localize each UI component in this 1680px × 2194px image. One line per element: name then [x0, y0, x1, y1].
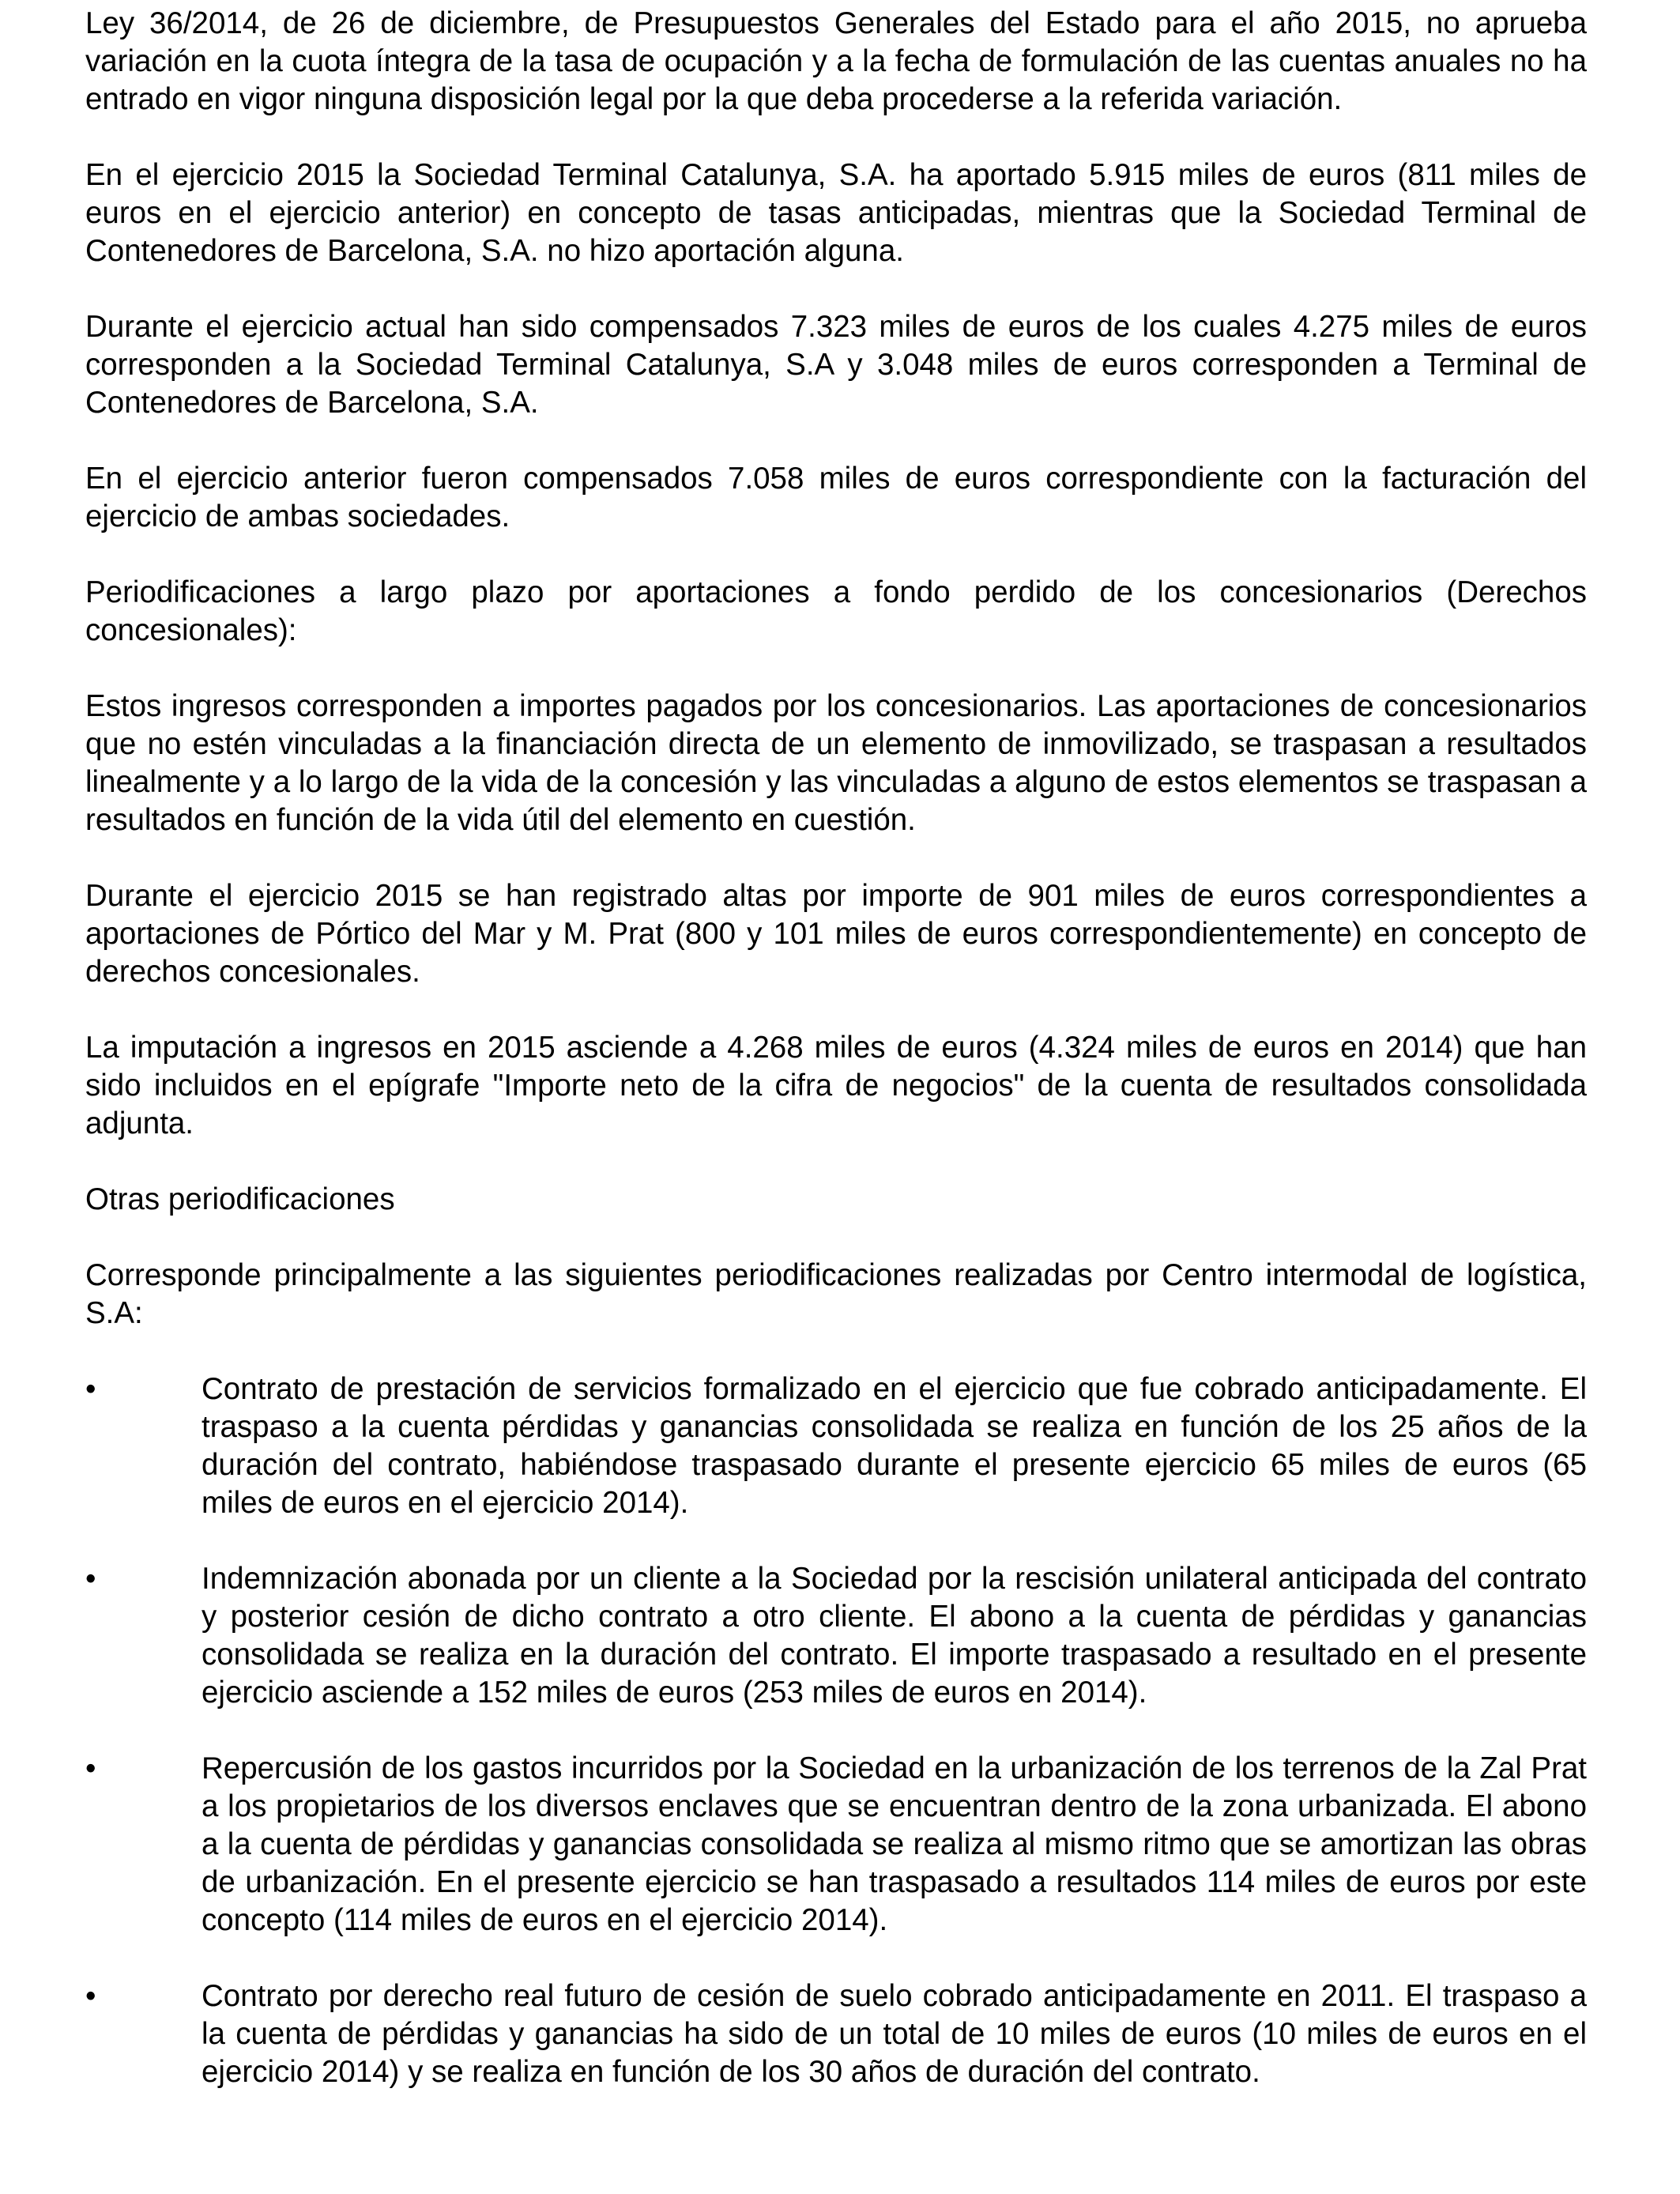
- list-item: [85, 1977, 1587, 2091]
- paragraph-ingresos-concesionarios: Estos ingresos corresponden a importes pagados por los concesionarios. Las aportaciones de concesionarios que no estén vinculadas a la financiación directa de un elemento de inmovilizado, se traspasan a resultados linealmente y a lo largo de la vida de la concesión y las vinculadas a alguno de estos elementos se traspasan a resultados en función de la vida útil del elemento en cuestión.: [85, 689, 1587, 837]
- paragraph-aportacion-tasas: En el ejercicio 2015 la Sociedad Terminal Catalunya, S.A. ha aportado 5.915 miles de euros (811 miles de euros en el ejercicio anterior) en concepto de tasas anticipadas, mientras que la Sociedad Terminal de Contenedores de Barcelona, S.A. no hizo aportación alguna.: [85, 158, 1587, 268]
- list-item-text: Contrato por derecho real futuro de cesión de suelo cobrado anticipadamente en 2011. El traspaso a la cuenta de pérdidas y ganancias ha sido de un total de 10 miles de euros (10 miles de euros en el ejercicio 2014) y se realiza en función de los 30 años de duración del contrato.: [202, 1979, 1587, 2089]
- bullet-marker: •: [85, 1751, 96, 1785]
- section-heading-derechos-concesionales: Periodificaciones a largo plazo por aportaciones a fondo perdido de los concesionarios (Derechos concesionales):: [85, 575, 1587, 647]
- paragraph-centro-intermodal: Corresponde principalmente a las siguientes periodificaciones realizadas por Centro intermodal de logística, S.A:: [85, 1258, 1587, 1330]
- section-heading-otras-periodificaciones: Otras periodificaciones: [85, 1182, 395, 1216]
- list-item: [85, 1370, 1587, 1522]
- list-item-text: Contrato de prestación de servicios formalizado en el ejercicio que fue cobrado anticipadamente. El traspaso a la cuenta pérdidas y ganancias consolidada se realiza en función de los 25 años de la duración del contrato, habiéndose traspasado durante el presente ejercicio 65 miles de euros (65 miles de euros en el ejercicio 2014).: [202, 1372, 1587, 1520]
- document-page: [85, 5, 1587, 2091]
- list-item: [85, 1560, 1587, 1712]
- paragraph-compensados-anterior: En el ejercicio anterior fueron compensados 7.058 miles de euros correspondiente con la facturación del ejercicio de ambas sociedades.: [85, 462, 1587, 533]
- list-item-text: Repercusión de los gastos incurridos por la Sociedad en la urbanización de los terrenos de la Zal Prat a los propietarios de los diversos enclaves que se encuentran dentro de la zona urbanizada. El abono a la cuenta de pérdidas y ganancias consolidada se realiza al mismo ritmo que se amortizan las obras de urbanización. En el presente ejercicio se han traspasado a resultados 114 miles de euros por este concepto (114 miles de euros en el ejercicio 2014).: [202, 1751, 1587, 1937]
- paragraph-compensados-actual: Durante el ejercicio actual han sido compensados 7.323 miles de euros de los cuales 4.275 miles de euros corresponden a la Sociedad Terminal Catalunya, S.A y 3.048 miles de euros corresponden a Terminal de Contenedores de Barcelona, S.A.: [85, 310, 1587, 420]
- list-item-text: Indemnización abonada por un cliente a la Sociedad por la rescisión unilateral anticipada del contrato y posterior cesión de dicho contrato a otro cliente. El abono a la cuenta de pérdidas y ganancias consolidada se realiza en la duración del contrato. El importe traspasado a resultado en el presente ejercicio asciende a 152 miles de euros (253 miles de euros en 2014).: [202, 1562, 1587, 1710]
- list-item: [85, 1750, 1587, 1940]
- paragraph-imputacion-ingresos: La imputación a ingresos en 2015 asciende a 4.268 miles de euros (4.324 miles de euros en 2014) que han sido incluidos en el epígrafe "Importe neto de la cifra de negocios" de la cuenta de resultados consolidada adjunta.: [85, 1031, 1587, 1140]
- bullet-marker: •: [85, 1979, 96, 2013]
- paragraph-altas-2015: Durante el ejercicio 2015 se han registrado altas por importe de 901 miles de euros correspondientes a aportaciones de Pórtico del Mar y M. Prat (800 y 101 miles de euros correspondientemente) en concepto de derechos concesionales.: [85, 879, 1587, 989]
- bullet-marker: •: [85, 1372, 96, 1406]
- paragraph-tasa-ocupacion: Ley 36/2014, de 26 de diciembre, de Presupuestos Generales del Estado para el año 2015, no aprueba variación en la cuota íntegra de la tasa de ocupación y a la fecha de formulación de las cuentas anuales no ha entrado en vigor ninguna disposición legal por la que deba procederse a la referida variación.: [85, 6, 1587, 116]
- bullet-marker: •: [85, 1562, 96, 1596]
